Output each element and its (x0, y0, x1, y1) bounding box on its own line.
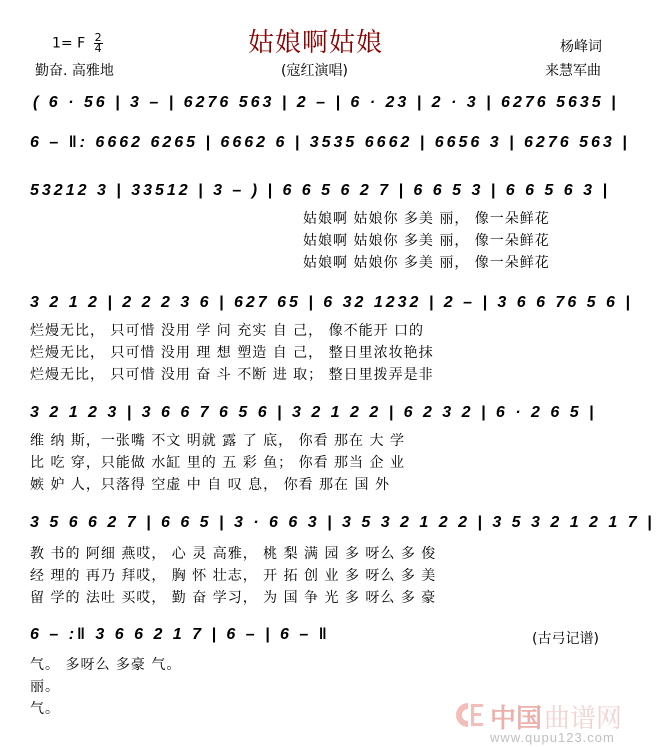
lyric-line-7-verse-2: 丽。 (30, 679, 60, 695)
composer-credit: 来慧军曲 (545, 63, 601, 79)
lyric-line-7-verse-3: 气。 (30, 701, 60, 717)
transcriber-credit: (古弓记谱) (532, 631, 599, 647)
lyric-line-3-verse-1: 姑娘啊 姑娘你 多美 丽， 像一朵鲜花 (303, 211, 550, 227)
lyric-line-6-verse-1: 教 书的 阿细 燕哎， 心 灵 高雅， 桃 梨 满 园 多 呀么 多 俊 (30, 546, 437, 562)
singer-credit: (寇红演唱) (281, 63, 348, 79)
watermark-url: www.qupu123.com (490, 730, 615, 745)
notation-line-7: 6 – :‖ 3 6 6 2 1 7 | 6 – | 6 – ‖ (30, 626, 330, 643)
lyric-line-6-verse-3: 留 学的 法吐 买哎， 勤 奋 学习， 为 国 争 光 多 呀么 多 豪 (30, 590, 437, 606)
performance-direction: 勤奋. 高雅地 (35, 63, 114, 79)
notation-line-3: 53212 3 | 33512 | 3 – ) | 6 6 5 6 2 7 | 6 6 5 3 | 6 6 5 6 3 | (30, 182, 610, 199)
lyric-line-6-verse-2: 经 理的 再乃 拜哎， 胸 怀 壮志， 开 拓 创 业 多 呀么 多 美 (30, 568, 437, 584)
key-signature (52, 33, 103, 54)
lyric-line-4-verse-2: 烂熳无比， 只可惜 没用 理 想 塑造 自 己， 整日里浓妆艳抹 (30, 345, 434, 361)
notation-line-6: 3 5 6 6 2 7 | 6 6 5 | 3 · 6 6 3 | 3 5 3 2 1 2 2 | 3 5 3 2 1 2 1 7 | (30, 514, 655, 531)
lyric-line-5-verse-2: 比 吃 穿，只能做 水缸 里的 五 彩 鱼； 你看 那当 企 业 (30, 455, 405, 471)
notation-line-5: 3 2 1 2 3 | 3 6 6 7 6 5 6 | 3 2 1 2 2 | 6 2 3 2 | 6 · 2 6 5 | (30, 404, 597, 421)
time-signature (94, 33, 103, 54)
notation-line-2: 6 – ‖: 6662 6265 | 6662 6 | 3535 6662 | 6656 3 | 6276 563 | (30, 134, 630, 151)
page-title: 姑娘啊姑娘 (248, 28, 384, 58)
watermark-cn-a: 中国 (490, 704, 543, 734)
time-sig-top: 2 (94, 31, 102, 44)
lyric-line-5-verse-1: 维 纳 斯，一张嘴 不文 明就 露 了 底， 你看 那在 大 学 (30, 433, 405, 449)
notation-line-1: ( 6 · 56 | 3 – | 6276 563 | 2 – | 6 · 23 | 2 · 3 | 6276 5635 | (33, 94, 619, 111)
watermark-cn-b: 曲谱网 (544, 704, 623, 734)
lyric-line-7-verse-1: 气。 多呀么 多豪 气。 (30, 657, 182, 673)
key-label: 1= F (52, 35, 86, 52)
time-sig-bottom: 4 (94, 42, 102, 55)
lyric-line-3-verse-2: 姑娘啊 姑娘你 多美 丽， 像一朵鲜花 (303, 233, 550, 249)
notation-line-4: 3 2 1 2 | 2 2 2 3 6 | 627 65 | 6 32 1232 | 2 – | 3 6 6 76 5 6 | (30, 294, 633, 311)
site-watermark (452, 698, 661, 746)
site-logo-icon (452, 700, 486, 730)
lyric-line-3-verse-3: 姑娘啊 姑娘你 多美 丽， 像一朵鲜花 (303, 255, 550, 271)
lyric-line-4-verse-3: 烂熳无比， 只可惜 没用 奋 斗 不断 进 取； 整日里拨弄是非 (30, 367, 434, 383)
lyric-line-4-verse-1: 烂熳无比， 只可惜 没用 学 问 充实 自 己， 像不能开 口的 (30, 323, 425, 339)
lyric-line-5-verse-3: 嫉 妒 人，只落得 空虚 中 自 叹 息， 你看 那在 国 外 (30, 477, 390, 493)
lyricist-credit: 杨峰词 (560, 39, 602, 55)
